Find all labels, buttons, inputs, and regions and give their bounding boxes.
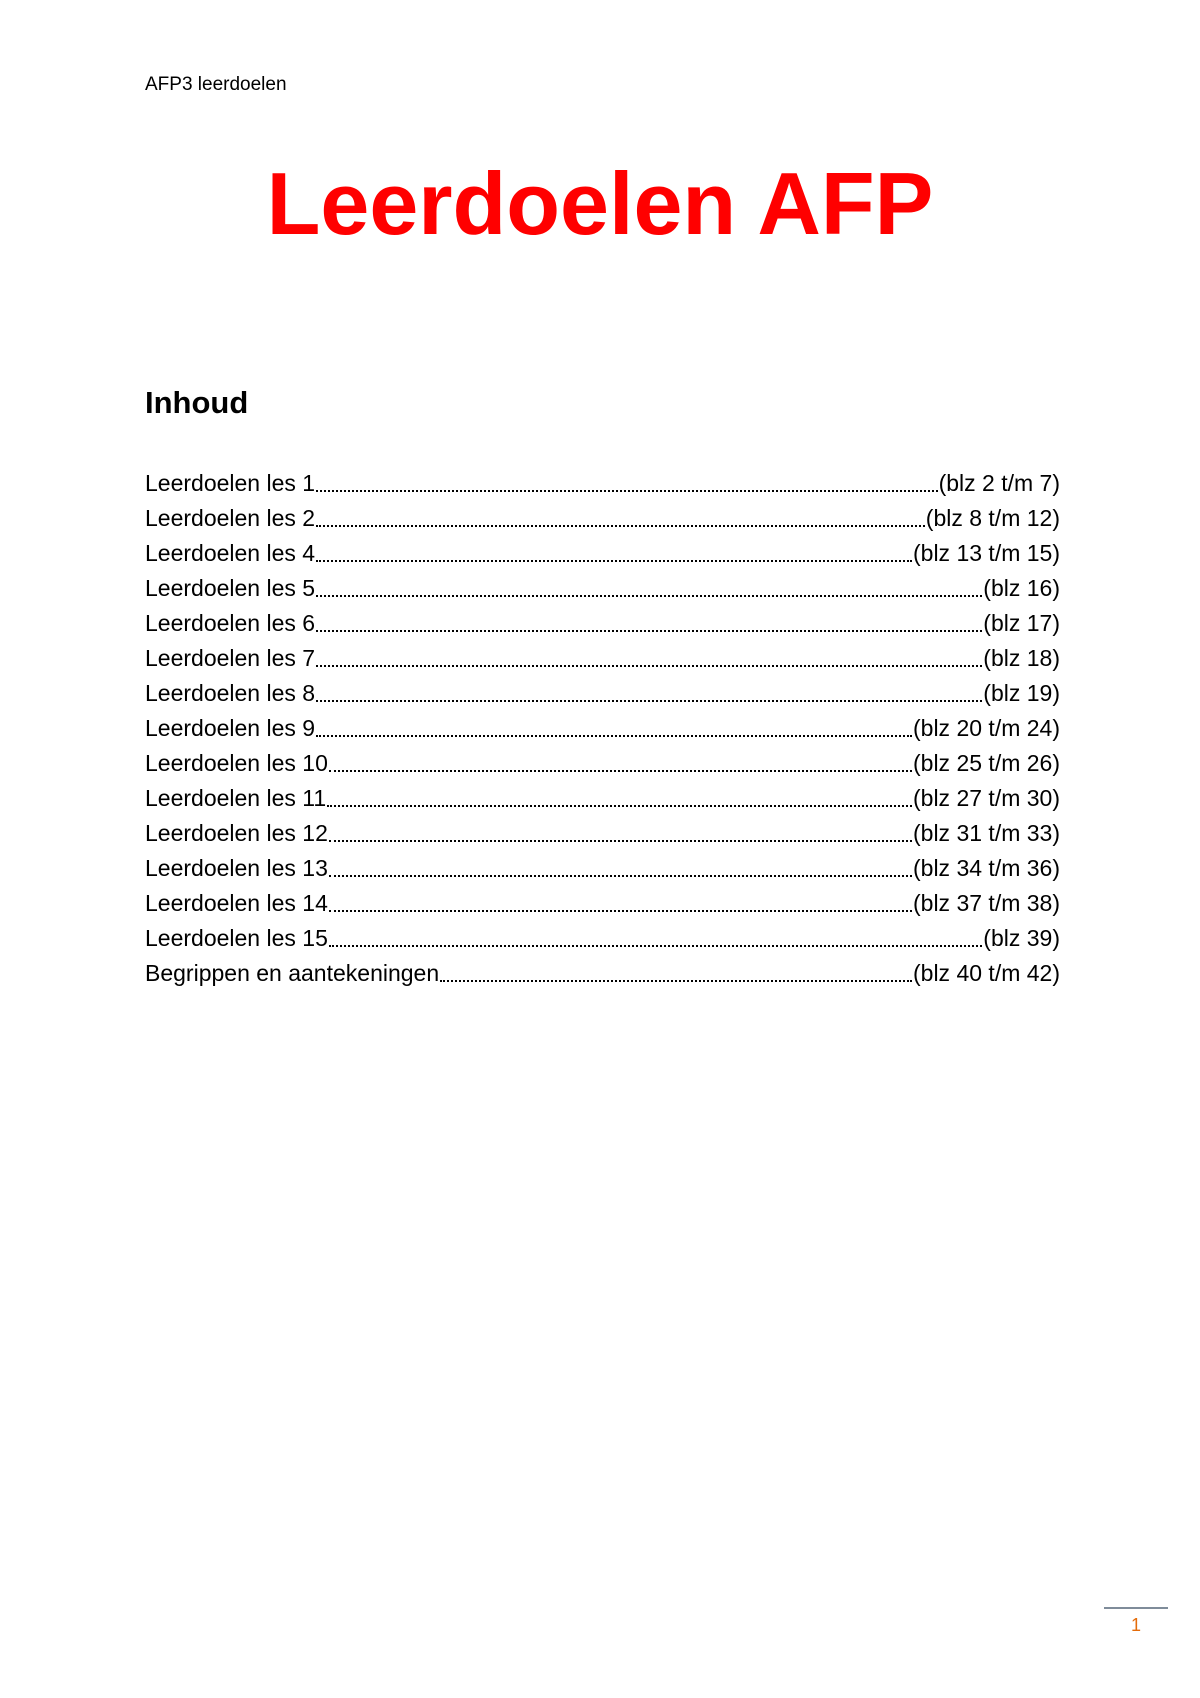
toc-entry-pages: (blz 8 t/m 12) [925,505,1060,531]
toc-dot-leader [316,735,912,737]
document-title: Leerdoelen AFP [266,154,934,253]
toc-entry [145,536,1060,571]
toc-entry-label: Leerdoelen les 7 [145,645,316,671]
toc-entry-label: Leerdoelen les 9 [145,715,316,741]
toc-entry-pages: (blz 13 t/m 15) [913,540,1060,566]
toc-entry-label: Leerdoelen les 14 [145,890,328,916]
toc-entry-label: Leerdoelen les 2 [145,505,316,531]
toc-dot-leader [316,595,982,597]
toc-entry-label: Leerdoelen les 11 [145,785,327,811]
toc-dot-leader [327,805,912,807]
toc-entry [145,781,1060,816]
toc-entry-pages: (blz 40 t/m 42) [913,960,1060,986]
toc-entry-pages: (blz 25 t/m 26) [913,750,1060,776]
toc-entry-label: Leerdoelen les 8 [145,680,316,706]
toc-entry-pages: (blz 39) [983,925,1060,951]
toc-heading: Inhoud [145,385,249,420]
toc-dot-leader [329,770,912,772]
toc-entry [145,851,1060,886]
toc-entry [145,501,1060,536]
toc-entry [145,606,1060,641]
toc-entry-pages: (blz 31 t/m 33) [913,820,1060,846]
toc-entry-label: Leerdoelen les 1 [145,470,316,496]
table-of-contents [145,466,1060,991]
toc-dot-leader [440,980,912,982]
toc-entry-label: Leerdoelen les 15 [145,925,328,951]
toc-entry-pages: (blz 37 t/m 38) [913,890,1060,916]
toc-entry-pages: (blz 19) [983,680,1060,706]
toc-dot-leader [329,910,912,912]
toc-entry [145,641,1060,676]
toc-dot-leader [316,630,982,632]
toc-dot-leader [329,840,912,842]
toc-entry-pages: (blz 34 t/m 36) [913,855,1060,881]
toc-entry [145,921,1060,956]
toc-entry-label: Leerdoelen les 6 [145,610,316,636]
toc-entry-pages: (blz 16) [983,575,1060,601]
toc-entry [145,676,1060,711]
toc-entry-pages: (blz 18) [983,645,1060,671]
toc-dot-leader [329,945,982,947]
toc-dot-leader [316,525,925,527]
toc-entry [145,886,1060,921]
toc-entry [145,816,1060,851]
toc-entry-pages: (blz 27 t/m 30) [913,785,1060,811]
toc-entry-label: Leerdoelen les 12 [145,820,328,846]
footer-rule [1104,1607,1168,1609]
toc-entry-pages: (blz 20 t/m 24) [913,715,1060,741]
toc-entry-pages: (blz 17) [983,610,1060,636]
toc-dot-leader [329,875,912,877]
toc-entry-label: Begrippen en aantekeningen [145,960,440,986]
toc-entry [145,466,1060,501]
running-header: AFP3 leerdoelen [145,74,287,95]
toc-dot-leader [316,490,938,492]
toc-entry-label: Leerdoelen les 5 [145,575,316,601]
page-number: 1 [1130,1615,1141,1635]
toc-dot-leader [316,665,982,667]
toc-entry [145,956,1060,991]
toc-entry-label: Leerdoelen les 10 [145,750,328,776]
toc-dot-leader [316,560,912,562]
toc-dot-leader [316,700,982,702]
toc-entry-label: Leerdoelen les 13 [145,855,328,881]
toc-entry [145,746,1060,781]
toc-entry-label: Leerdoelen les 4 [145,540,316,566]
toc-entry [145,711,1060,746]
toc-entry-pages: (blz 2 t/m 7) [938,470,1060,496]
toc-entry [145,571,1060,606]
